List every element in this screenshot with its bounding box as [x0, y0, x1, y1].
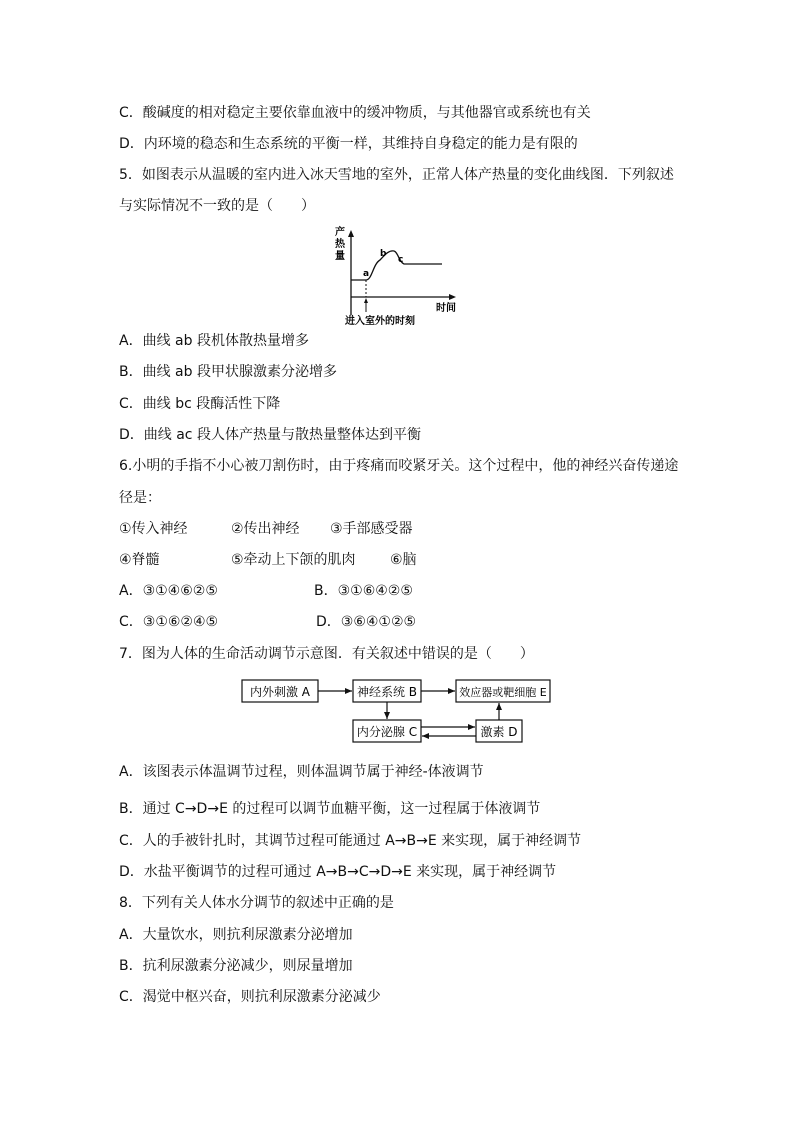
q8-option-c: C．渴觉中枢兴奋，则抗利尿激素分泌减少	[119, 989, 381, 1005]
q6-option-b: B．③①⑥④②⑤	[314, 583, 413, 599]
q8-stem: 8．下列有关人体水分调节的叙述中正确的是	[119, 895, 394, 911]
box-hormone-d-label: 激素 D	[480, 725, 518, 739]
y-label-char-3: 量	[335, 251, 345, 262]
box-stimulus-a-label: 内外刺激 A	[249, 685, 311, 699]
point-a-label: a	[363, 269, 370, 279]
caption-pointer-arrow	[364, 298, 368, 303]
q8-option-b: B．抗利尿激素分泌减少，则尿量增加	[119, 958, 353, 974]
q6-option-a: A．③①④⑥②⑤	[119, 583, 218, 599]
q5-option-b: B．曲线 ab 段甲状腺激素分泌增多	[119, 364, 337, 380]
q7-option-d: D．水盐平衡调节的过程可通过 A→B→C→D→E 来实现，属于神经调节	[119, 864, 557, 880]
q7-stem: 7．图为人体的生命活动调节示意图．有关叙述中错误的是（ ）	[119, 646, 534, 662]
q5-option-c: C．曲线 bc 段酶活性下降	[119, 396, 281, 412]
q6-item-4: ④脊髓	[119, 552, 160, 568]
graph-caption: 进入室外的时刻	[345, 316, 415, 327]
heat-production-graph	[320, 220, 470, 328]
q5-stem-line1: 5．如图表示从温暖的室内进入冰天雪地的室外，正常人体产热量的变化曲线图．下列叙述	[119, 167, 674, 183]
point-b-label: b	[380, 249, 387, 259]
q6-item-6: ⑥脑	[390, 552, 417, 568]
q5-stem-line2: 与实际情况不一致的是（ ）	[119, 198, 315, 214]
q5-option-a: A．曲线 ab 段机体散热量增多	[119, 333, 309, 349]
q6-stem-line2: 径是：	[119, 490, 161, 506]
q6-option-d: D．③⑥④①②⑤	[316, 614, 417, 630]
point-c-label: c	[398, 255, 404, 265]
y-label-char-2: 热	[335, 239, 345, 250]
q6-item-3: ③手部感受器	[330, 521, 413, 537]
q6-option-c: C．③①⑥②④⑤	[119, 614, 219, 630]
q5-option-d: D．曲线 ac 段人体产热量与散热量整体达到平衡	[119, 427, 421, 443]
y-axis-arrow	[348, 230, 354, 237]
q6-item-2: ②传出神经	[231, 521, 300, 537]
x-label: 时间	[436, 303, 456, 314]
box-nervous-system-b-label: 神经系统 B	[356, 685, 418, 699]
box-effector-e-label: 效应器或靶细胞 E	[459, 686, 547, 699]
box-endocrine-c-label: 内分泌腺 C	[356, 725, 418, 739]
regulation-diagram	[240, 676, 552, 746]
q6-item-1: ①传入神经	[119, 521, 188, 537]
q4-option-d: D．内环境的稳态和生态系统的平衡一样，其维持自身稳定的能力是有限的	[119, 136, 578, 152]
q7-option-a: A．该图表示体温调节过程，则体温调节属于神经-体液调节	[119, 764, 484, 780]
q6-item-5: ⑤牵动上下颌的肌肉	[231, 552, 356, 568]
q8-option-a: A．大量饮水，则抗利尿激素分泌增加	[119, 927, 353, 943]
q7-option-c: C．人的手被针扎时，其调节过程可能通过 A→B→E 来实现，属于神经调节	[119, 833, 582, 849]
y-label-char-1: 产	[335, 227, 345, 238]
q4-option-c: C．酸碱度的相对稳定主要依靠血液中的缓冲物质，与其他器官或系统也有关	[119, 105, 591, 121]
q7-option-b: B．通过 C→D→E 的过程可以调节血糖平衡，这一过程属于体液调节	[119, 801, 541, 817]
x-axis-arrow	[449, 294, 456, 300]
q6-stem-line1: 6.小明的手指不小心被刀割伤时，由于疼痛而咬紧牙关。这个过程中，他的神经兴奋传递途	[119, 458, 679, 474]
